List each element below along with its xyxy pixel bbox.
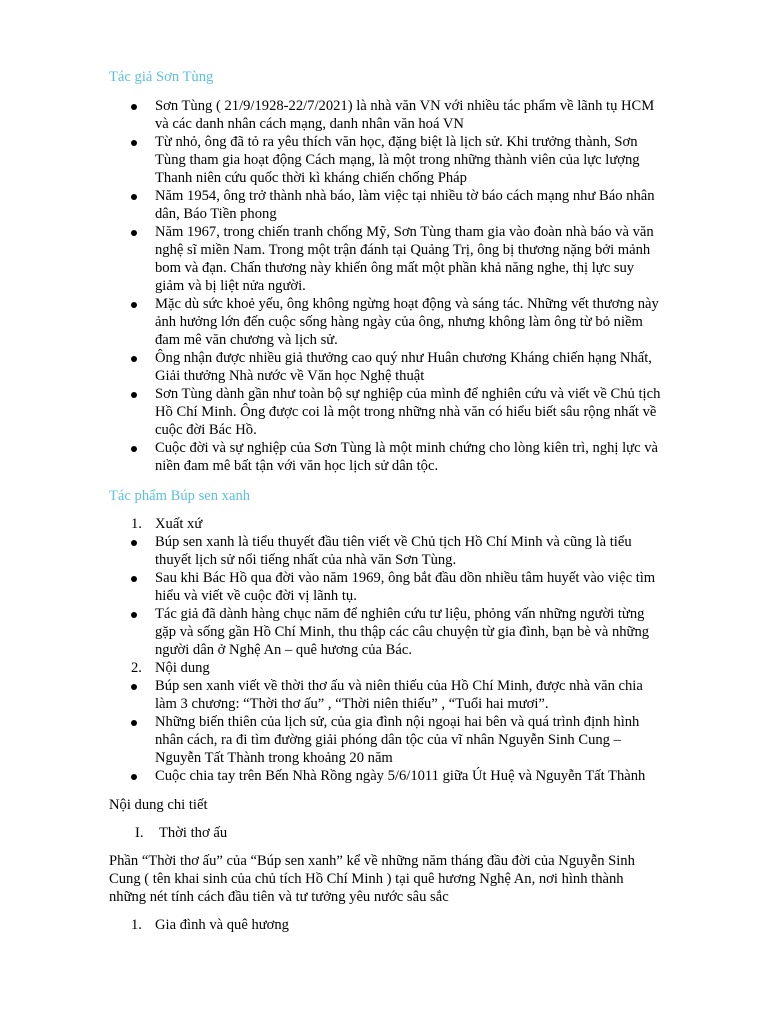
list-item: Búp sen xanh viết về thời thơ ấu và niên thiếu của Hồ Chí Minh, được nhà văn chia làm 3 chương: “Thời thơ ấu” , “Thời niên thiếu” , “Tuổi hai mươi”. (0, 677, 690, 713)
bullet-icon (131, 385, 137, 403)
numbered-item: 1. Xuất xứ (131, 516, 203, 532)
bullet-icon (131, 767, 137, 785)
detail-title: Nội dung chi tiết (109, 797, 208, 813)
bullet-icon (131, 295, 137, 313)
bullet-icon (131, 349, 137, 367)
section-heading-work: Tác phẩm Búp sen xanh (109, 488, 251, 504)
list-item: Cuộc chia tay trên Bến Nhà Rồng ngày 5/6/1011 giữa Út Huệ và Nguyễn Tất Thành (0, 767, 690, 785)
author-bullet-list (0, 97, 690, 475)
list-item: Búp sen xanh là tiểu thuyết đầu tiên viết về Chủ tịch Hồ Chí Minh và cũng là tiểu thuyết lịch sử nổi tiếng nhất của nhà văn Sơn Tùng. (0, 533, 690, 569)
list-item: Những biến thiên của lịch sử, của gia đình nội ngoại hai bên và quá trình định hình nhân cách, ra đi tìm đường giải phóng dân tộc của vĩ nhân Nguyễn Sinh Cung – Nguyễn Tất Thành trong khoảng 20 năm (0, 713, 690, 767)
numbered-item: 1. Gia đình và quê hương (131, 917, 289, 933)
numbered-item: 2. Nội dung (131, 660, 210, 676)
list-item: Sơn Tùng ( 21/9/1928-22/7/2021) là nhà văn VN với nhiều tác phẩm về lãnh tụ HCM và các danh nhân cách mạng, danh nhân văn hoá VN (0, 97, 690, 133)
bullet-icon (131, 187, 137, 205)
bullet-icon (131, 439, 137, 457)
list-item: Sau khi Bác Hồ qua đời vào năm 1969, ông bắt đầu dồn nhiều tâm huyết vào việc tìm hiểu và viết về cuộc đời vị lãnh tụ. (0, 569, 690, 605)
section-heading-author: Tác giả Sơn Tùng (109, 69, 214, 85)
list-item: Từ nhỏ, ông đã tỏ ra yêu thích văn học, đặng biệt là lịch sử. Khi trưởng thành, Sơn Tùng tham gia hoạt động Cách mạng, là một trong những thành viên của lực lượng Thanh niên cứu quốc thời kì kháng chiến chống Pháp (0, 133, 690, 187)
bullet-icon (131, 677, 137, 695)
bullet-icon (131, 569, 137, 587)
list-item: Cuộc đời và sự nghiệp của Sơn Tùng là một minh chứng cho lòng kiên trì, nghị lực và niền đam mê bất tận với văn học lịch sử dân tộc. (0, 439, 690, 475)
intro-paragraph: Phần “Thời thơ ấu” của “Búp sen xanh” kể về những năm tháng đầu đời của Nguyễn Sinh Cung ( tên khai sinh của chủ tích Hồ Chí Minh ) tại quê hương Nghệ An, nơi hình thành những nét tính cách đầu tiên và tư tưởng yêu nước sâu sắc (109, 853, 635, 905)
bullet-icon (131, 97, 137, 115)
bullet-icon (131, 533, 137, 551)
list-item: Năm 1967, trong chiến tranh chống Mỹ, Sơn Tùng tham gia vào đoàn nhà báo và văn nghệ sĩ miền Nam. Trong một trận đánh tại Quảng Trị, ông bị thương nặng bởi mảnh bom và đạn. Chấn thương này khiến ông mất một phần khả năng nghe, thị lực suy giảm và bị liệt nửa người. (0, 223, 690, 295)
list-item: Mặc dù sức khoẻ yếu, ông không ngừng hoạt động và sáng tác. Những vết thương này ảnh hưởng lớn đến cuộc sống hàng ngày của ông, nhưng không làm ông từ bỏ niềm đam mê văn chương và lịch sử. (0, 295, 690, 349)
roman-heading: I. Thời thơ ấu (135, 825, 228, 841)
work-outline-list (0, 515, 690, 785)
list-item: Tác giả đã dành hàng chục năm để nghiên cứu tư liệu, phỏng vấn những người từng gặp và sống gần Hồ Chí Minh, thu thập các câu chuyện từ gia đình, bạn bè và những người dân ở Nghệ An – quê hương của Bác. (0, 605, 690, 659)
bullet-icon (131, 223, 137, 241)
bullet-icon (131, 605, 137, 623)
bullet-icon (131, 713, 137, 731)
list-item: Sơn Tùng dành gần như toàn bộ sự nghiệp của mình để nghiên cứu và viết về Chủ tịch Hồ Chí Minh. Ông được coi là một trong những nhà văn có hiểu biết sâu rộng nhất về cuộc đời Bác Hồ. (0, 385, 690, 439)
detail-numbered-list (0, 916, 690, 934)
list-item: Năm 1954, ông trở thành nhà báo, làm việc tại nhiều tờ báo cách mạng như Báo nhân dân, Báo Tiền phong (0, 187, 690, 223)
bullet-icon (131, 133, 137, 151)
list-item: Ông nhận được nhiều giả thưởng cao quý như Huân chương Kháng chiến hạng Nhất, Giải thưởng Nhà nước về Văn học Nghệ thuật (0, 349, 690, 385)
